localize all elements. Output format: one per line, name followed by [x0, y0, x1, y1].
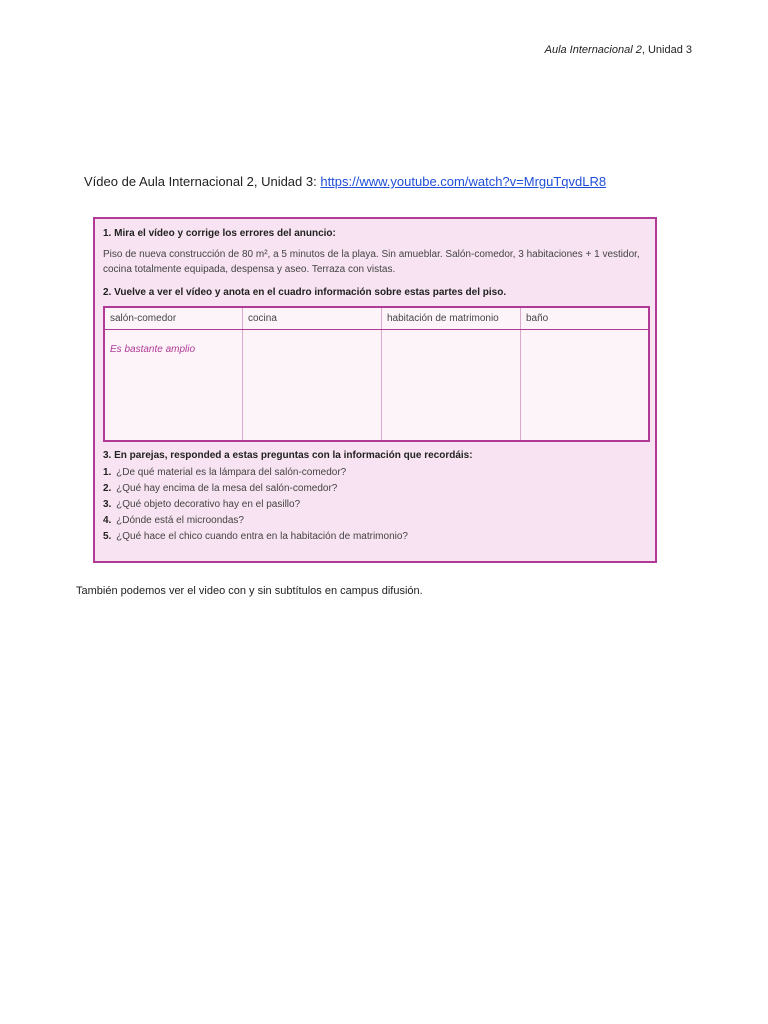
example-answer: Es bastante amplio [110, 344, 196, 355]
video-line [84, 174, 606, 189]
info-table [103, 306, 650, 442]
list-item [103, 529, 648, 545]
question-text: ¿Qué objeto decorativo hay en el pasillo? [116, 499, 301, 510]
exercise-box [93, 217, 657, 563]
table-cell-bano [521, 330, 650, 442]
table-cell-cocina [243, 330, 382, 442]
column-header-bano: baño [521, 307, 650, 330]
exercise1-text: Piso de nueva construcción de 80 m², a 5 minutos de la playa. Sin amueblar. Salón-comedor, 3 habitaciones + 1 vestidor, cocina totalmente equipada, despensa y aseo. Terraza con vistas. [103, 249, 640, 275]
table-row [104, 330, 649, 442]
table-cell-salon-comedor [104, 330, 243, 442]
question-text: ¿De qué material es la lámpara del salón-comedor? [116, 467, 347, 478]
list-item [103, 513, 648, 529]
video-label: Vídeo de Aula Internacional 2, Unidad 3: [84, 174, 321, 189]
question-number: 3. [103, 499, 112, 510]
column-header-habitacion: habitación de matrimonio [382, 307, 521, 330]
question-text: ¿Qué hace el chico cuando entra en la habitación de matrimonio? [116, 531, 408, 542]
question-number: 1. [103, 467, 112, 478]
table-header-row [104, 307, 649, 330]
question-number: 5. [103, 531, 112, 542]
exercise1-heading: 1. Mira el vídeo y corrige los errores del anuncio: [103, 228, 336, 239]
exercise3-heading: 3. En parejas, responded a estas preguntas con la información que recordáis: [103, 450, 473, 461]
unit-label: , Unidad 3 [641, 44, 692, 56]
question-number: 4. [103, 515, 112, 526]
question-text: ¿Qué hay encima de la mesa del salón-comedor? [116, 483, 338, 494]
list-item [103, 497, 648, 513]
list-item [103, 465, 648, 481]
question-number: 2. [103, 483, 112, 494]
exercise2-heading: 2. Vuelve a ver el vídeo y anota en el cuadro información sobre estas partes del piso. [103, 287, 507, 298]
list-item [103, 481, 648, 497]
footer-note: También podemos ver el video con y sin subtítulos en campus difusión. [76, 585, 423, 597]
question-text: ¿Dónde está el microondas? [116, 515, 244, 526]
book-title: Aula Internacional 2 [544, 44, 642, 56]
question-list [103, 465, 648, 545]
column-header-cocina: cocina [243, 307, 382, 330]
column-header-salon-comedor: salón-comedor [104, 307, 243, 330]
page-header [545, 44, 692, 56]
table-cell-habitacion [382, 330, 521, 442]
video-link[interactable]: https://www.youtube.com/watch?v=MrguTqvdLR8 [320, 174, 607, 189]
